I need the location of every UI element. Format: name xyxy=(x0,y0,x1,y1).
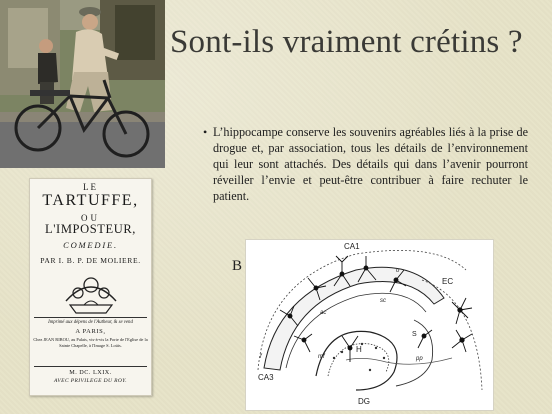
hippocampus-drawing xyxy=(246,240,493,410)
book-ornament-icon xyxy=(60,271,122,315)
book-publisher: Chez JEAN RIBOU, au Palais, vis-à-vis la Porte de l'Eglise de la Sainte Chapelle, à l'Image S. Loüis. xyxy=(33,337,148,348)
bullet-dot-icon: • xyxy=(203,125,208,139)
book-year: M. DC. LXIX. xyxy=(69,369,112,376)
label-ca1: CA1 xyxy=(344,242,360,251)
figure-label: B xyxy=(232,258,243,274)
label-pp: pp xyxy=(416,356,423,362)
book-rule xyxy=(34,317,147,318)
label-ac: ac xyxy=(320,310,327,316)
bicycle-photo xyxy=(0,0,165,168)
label-mf: mf xyxy=(318,354,325,360)
label-o: o xyxy=(396,268,400,274)
bullet-text: L’hippocampe conserve les souvenirs agréables liés à la prise de drogue et, par association, tous les détails de l’environnement qui leur sont attachés. Des détails qui dans l’avenir pourront réveiller l’envie et peut-être contribuer à faire rechuter le patient. xyxy=(213,125,528,203)
label-ca3: CA3 xyxy=(258,373,274,382)
label-h: H xyxy=(356,345,362,354)
book-privilege: AVEC PRIVILEGE DU ROY. xyxy=(53,378,128,384)
label-s: S xyxy=(412,331,417,338)
book-line-1: LE xyxy=(83,182,98,192)
book-subtitle: L'IMPOSTEUR, xyxy=(44,222,137,236)
book-imprint: Imprimé aux dépens de l'Autheur, & se vend xyxy=(48,320,133,325)
slide-title: Sont-ils vraiment crétins ? xyxy=(170,24,523,60)
bullet-paragraph xyxy=(203,124,528,204)
label-ec: EC xyxy=(442,277,454,286)
label-dg: DG xyxy=(358,397,370,406)
book-genre: COMEDIE. xyxy=(63,240,118,250)
book-title: TARTUFFE, xyxy=(42,192,139,209)
hippocampus-diagram xyxy=(245,239,494,411)
book-author: PAR I. B. P. DE MOLIERE. xyxy=(40,256,141,265)
book-line-ou: OU xyxy=(81,213,100,223)
book-city: A PARIS, xyxy=(75,328,106,335)
bicycle-photo-illustration xyxy=(0,0,165,168)
label-f: f xyxy=(260,354,262,360)
tartuffe-book-cover xyxy=(29,178,152,396)
label-sc: sc xyxy=(380,298,386,304)
book-rule xyxy=(34,366,147,367)
